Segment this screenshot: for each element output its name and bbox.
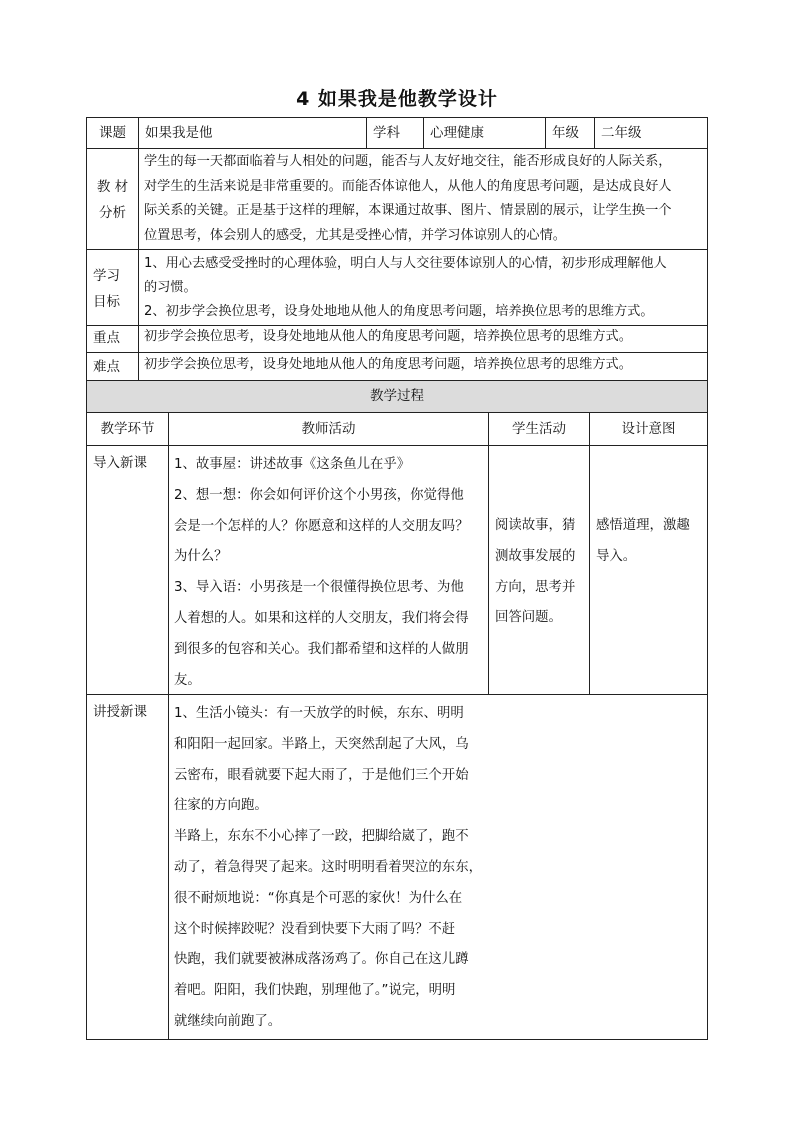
teacher-line: 着吧。阳阳，我们快跑，别理他了。”说完，明明 xyxy=(174,983,456,999)
teacher-line: 到很多的包容和关心。我们都希望和这样的人做朋 xyxy=(174,641,469,657)
student-line: 阅读故事，猜 xyxy=(495,518,576,533)
analysis-line: 对学生的生活来说是非常重要的。而能否体谅他人，从他人的角度思考问题，是达成良好人 xyxy=(144,178,672,194)
objective-line: 的习惯。 xyxy=(144,280,197,295)
column-header-student: 学生活动 xyxy=(512,421,566,437)
intro-design-intent xyxy=(596,511,707,573)
intent-line: 导入。 xyxy=(596,548,637,564)
teacher-line: 人着想的人。如果和这样的人交朋友，我们将会得 xyxy=(174,610,469,626)
analysis-line: 学生的每一天都面临着与人相处的问题，能否与人友好地交往，能否形成良好的人际关系， xyxy=(144,154,672,169)
stage-teach: 讲授新课 xyxy=(93,704,147,720)
analysis-line: 际关系的关键。正是基于这样的理解，本课通过故事、图片、情景剧的展示，让学生换一个 xyxy=(144,203,672,218)
teacher-line: 友。 xyxy=(174,672,201,688)
teacher-line: 这个时候摔跤呢？没看到快要下大雨了吗？不赶 xyxy=(174,921,456,937)
intro-student-activity xyxy=(495,511,589,634)
grade-label: 年级 xyxy=(552,125,579,141)
course-label: 课题 xyxy=(99,125,126,141)
teacher-line: 很不耐烦地说：“你真是个可恶的家伙！为什么在 xyxy=(174,890,463,906)
intro-teacher-activity xyxy=(174,450,486,696)
subject-label: 学科 xyxy=(373,125,400,141)
student-line: 回答问题。 xyxy=(495,610,562,626)
objectives-label-line2: 目标 xyxy=(93,294,120,310)
teacher-line: 半路上，东东不小心摔了一跤，把脚给崴了，跑不 xyxy=(174,829,469,845)
student-line: 测故事发展的 xyxy=(495,548,576,564)
analysis-line: 位置思考，体会别人的感受，尤其是受挫心情，并学习体谅别人的心情。 xyxy=(144,227,566,243)
teach-teacher-activity xyxy=(174,699,486,1038)
keypoint-label: 重点 xyxy=(93,330,120,346)
teacher-line: 往家的方向跑。 xyxy=(174,798,268,814)
teacher-line: 快跑，我们就要被淋成落汤鸡了。你自己在这儿蹲 xyxy=(174,952,469,968)
teacher-line: 2、想一想：你会如何评价这个小男孩，你觉得他 xyxy=(174,487,464,503)
analysis-label-line2: 分析 xyxy=(99,205,126,221)
process-heading: 教学过程 xyxy=(370,388,424,404)
document-title: 4 如果我是他教学设计 xyxy=(296,88,498,110)
teacher-line: 动了，着急得哭了起来。这时明明看着哭泣的东东， xyxy=(174,859,482,875)
difficulty-label: 难点 xyxy=(93,359,120,375)
teacher-line: 1、故事屋：讲述故事《这条鱼儿在乎》 xyxy=(174,457,411,472)
stage-intro: 导入新课 xyxy=(93,455,147,471)
column-header-teacher: 教师活动 xyxy=(301,421,356,437)
difficulty-text: 初步学会换位思考，设身处地地从他人的角度思考问题，培养换位思考的思维方式。 xyxy=(144,357,632,372)
keypoint-text: 初步学会换位思考，设身处地地从他人的角度思考问题，培养换位思考的思维方式。 xyxy=(144,329,632,344)
objectives-label-line1: 学习 xyxy=(93,268,120,284)
objectives-text xyxy=(144,252,706,324)
grade-value: 二年级 xyxy=(601,125,642,141)
student-line: 方向，思考并 xyxy=(495,579,576,595)
analysis-label xyxy=(87,174,138,226)
teacher-line: 会是一个怎样的人？你愿意和这样的人交朋友吗？ xyxy=(174,518,469,534)
teacher-line: 1、生活小镜头：有一天放学的时候，东东、明明 xyxy=(174,706,464,721)
objective-line: 2、初步学会换位思考，设身处地地从他人的角度思考问题，培养换位思考的思维方式。 xyxy=(144,304,654,319)
objective-line: 1、用心去感受受挫时的心理体验，明白人与人交往要体谅别人的心情，初步形成理解他人 xyxy=(144,256,667,271)
objectives-label xyxy=(87,263,138,315)
teacher-line: 和阳阳一起回家。半路上，天突然刮起了大风，乌 xyxy=(174,736,469,752)
intent-line: 感悟道理，激趣 xyxy=(596,518,690,533)
analysis-text xyxy=(144,150,706,248)
column-header-stage: 教学环节 xyxy=(100,421,155,437)
teacher-line: 云密布，眼看就要下起大雨了，于是他们三个开始 xyxy=(174,767,469,783)
teacher-line: 就继续向前跑了。 xyxy=(174,1013,282,1029)
course-value: 如果我是他 xyxy=(145,125,213,141)
subject-value: 心理健康 xyxy=(430,125,484,141)
analysis-label-line1: 教 材 xyxy=(96,179,129,195)
teacher-line: 为什么？ xyxy=(174,549,228,565)
teacher-line: 3、导入语：小男孩是一个很懂得换位思考、为他 xyxy=(174,580,464,596)
column-header-intent: 设计意图 xyxy=(621,421,676,437)
